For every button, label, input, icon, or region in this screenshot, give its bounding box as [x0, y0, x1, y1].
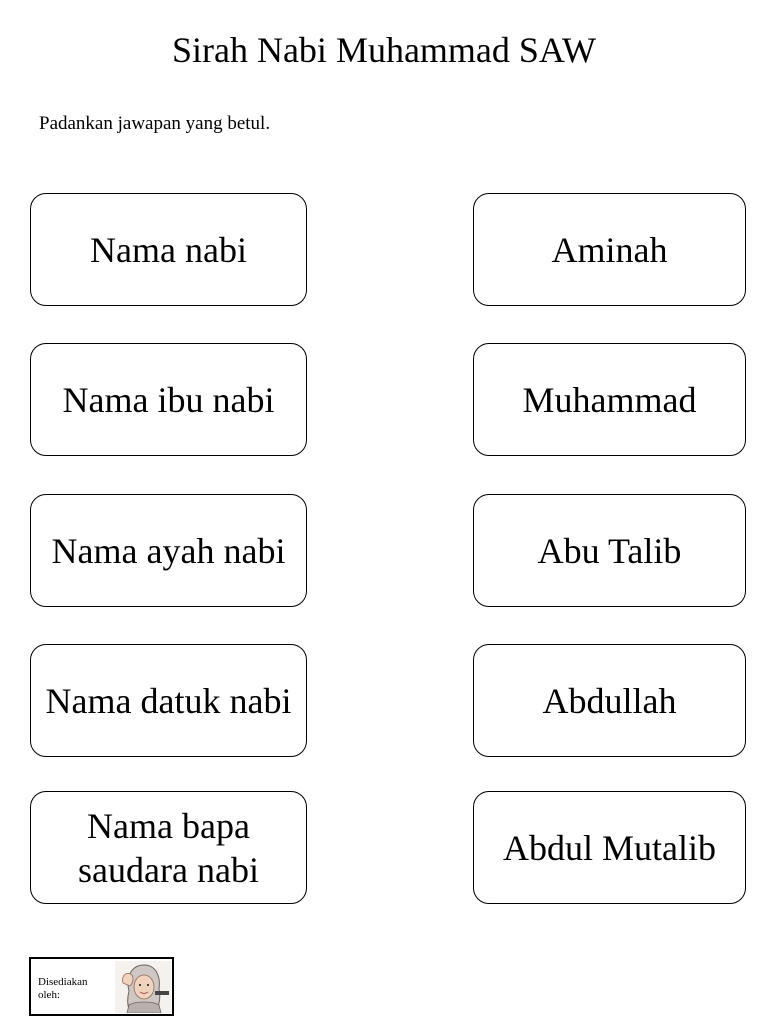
woman-thinking-icon: [115, 961, 171, 1013]
answer-label: Aminah: [551, 229, 668, 270]
question-box-1[interactable]: [30, 193, 307, 306]
question-box-5[interactable]: [30, 791, 307, 904]
question-label: Nama ibu nabi: [62, 379, 275, 420]
credit-label: Disediakan oleh:: [38, 976, 88, 1001]
page-title: Sirah Nabi Muhammad SAW: [171, 30, 597, 70]
answer-box-3[interactable]: [473, 494, 746, 607]
answer-label: Muhammad: [522, 379, 697, 420]
question-label: Nama bapa saudara nabi: [78, 805, 259, 890]
answer-label: Abu Talib: [537, 530, 682, 571]
answer-box-4[interactable]: [473, 644, 746, 757]
instruction-text: Padankan jawapan yang betul.: [39, 113, 271, 134]
question-label: Nama ayah nabi: [51, 530, 286, 571]
question-box-3[interactable]: [30, 494, 307, 607]
credit-box: [29, 957, 174, 1016]
question-box-4[interactable]: [30, 644, 307, 757]
answer-box-1[interactable]: [473, 193, 746, 306]
answer-box-2[interactable]: [473, 343, 746, 456]
question-label: Nama nabi: [90, 229, 247, 270]
answer-label: Abdul Mutalib: [503, 827, 716, 868]
question-box-2[interactable]: [30, 343, 307, 456]
answer-label: Abdullah: [542, 680, 677, 721]
answer-box-5[interactable]: [473, 791, 746, 904]
question-label: Nama datuk nabi: [45, 680, 292, 721]
